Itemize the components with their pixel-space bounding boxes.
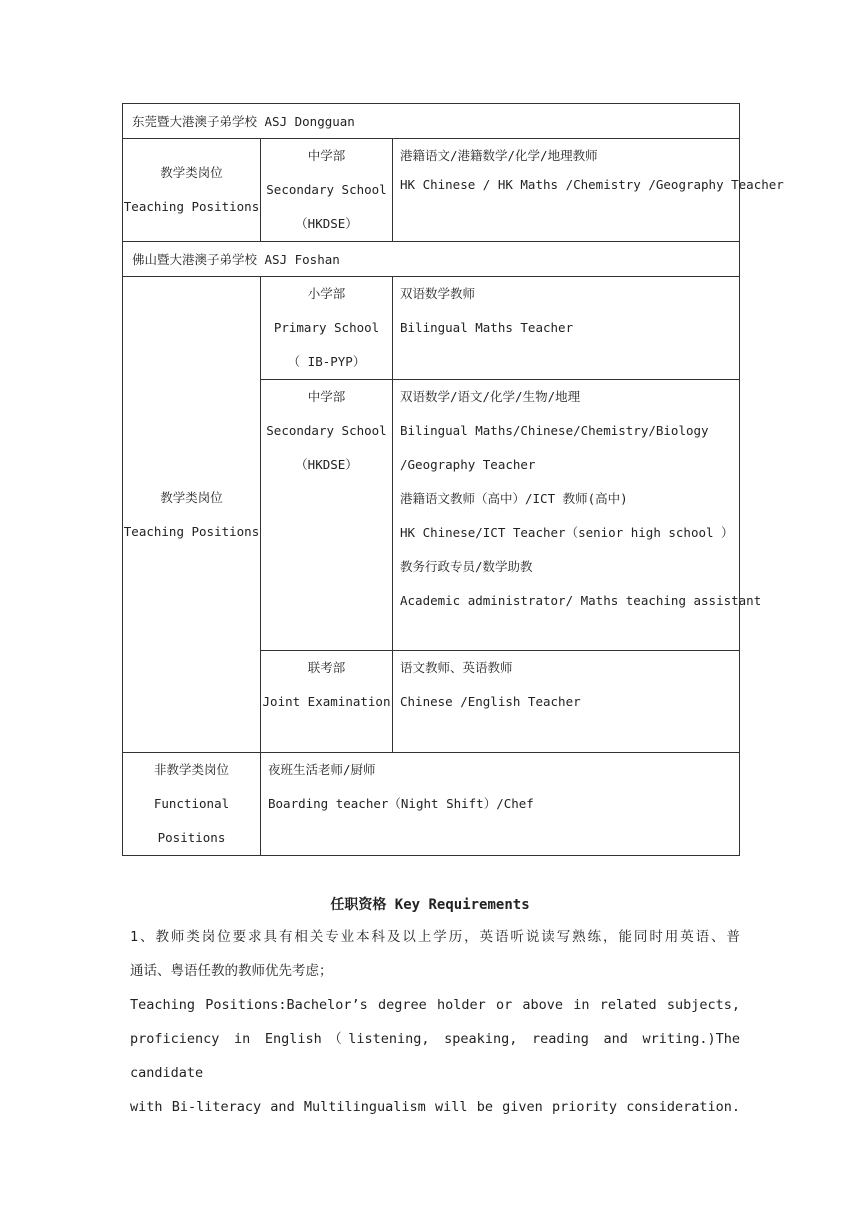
requirements-title: 任职资格 Key Requirements [330,897,530,913]
category-cn: 教学类岗位 [160,165,223,180]
requirement-text: proficiency in English（listening, speaking, reading and writing.)The candidate [130,1031,740,1081]
category-cell [123,753,261,856]
category-en: Positions [157,830,226,845]
position-line: Bilingual Maths Teacher [400,320,574,335]
position-line: 教务行政专员/数学助教 [400,559,533,574]
table-row [123,753,740,856]
table-row [123,139,740,242]
table-row [123,242,740,277]
positions-cell [393,139,784,242]
dept-cn: 中学部 [307,148,346,163]
positions-cell [393,277,740,380]
dept-curriculum: （HKDSE） [295,216,358,231]
position-line: 夜班生活老师/厨师 [268,762,376,777]
position-line: 双语数学/语文/化学/生物/地理 [400,389,581,404]
requirement-text: 1、教师类岗位要求具有相关专业本科及以上学历，英语听说读写熟练，能同时用英语、普 [130,929,740,945]
requirement-text: 通话、粤语任教的教师优先考虑； [130,963,333,979]
positions-table [122,103,784,856]
positions-cell [393,651,740,753]
position-line: 港籍语文/港籍数学/化学/地理教师 [400,148,598,163]
category-en: Teaching Positions [123,523,260,539]
category-cn: 非教学类岗位 [153,762,229,777]
dept-cn: 联考部 [307,660,346,675]
positions-cell [393,380,762,651]
category-en: Functional [153,796,230,811]
position-line: 双语数学教师 [400,286,476,301]
department-cell [261,277,393,380]
category-cell [123,277,261,753]
department-cell [261,380,393,651]
school-header-foshan: 佛山暨大港澳子弟学校 ASJ Foshan [123,242,740,277]
table-row [123,277,740,380]
category-cell [123,139,261,242]
dept-cn: 小学部 [307,286,346,301]
position-line: Chinese /English Teacher [400,694,581,709]
dept-en: Joint Examination [262,694,391,709]
dept-cn: 中学部 [307,389,346,404]
dept-curriculum: （HKDSE） [295,457,358,472]
position-line: Bilingual Maths/Chinese/Chemistry/Biology [400,423,709,438]
requirement-text: with Bi-literacy and Multilingualism will be given priority consideration. [130,1099,740,1115]
department-cell [261,139,393,242]
dept-en: Secondary School [266,423,387,438]
position-line: /Geography Teacher [400,457,536,472]
category-en: Teaching Positions [123,199,260,214]
position-line: HK Chinese/ICT Teacher（senior high school ） [400,525,734,540]
school-header-dongguan: 东莞暨大港澳子弟学校 ASJ Dongguan [123,104,740,139]
position-line: 语文教师、英语教师 [400,660,513,675]
table-row [123,104,740,139]
position-line: HK Chinese / HK Maths /Chemistry /Geography Teacher [400,177,784,192]
dept-en: Primary School [273,320,380,335]
requirements-body [130,920,740,1124]
department-cell [261,651,393,753]
position-line: Academic administrator/ Maths teaching assistant [400,593,762,608]
positions-cell [261,753,740,856]
requirement-text: Teaching Positions:Bachelor’s degree holder or above in related subjects, [130,997,740,1013]
dept-en: Secondary School [266,182,387,197]
dept-curriculum: （ IB-PYP） [287,354,366,369]
position-line: 港籍语文教师（高中）/ICT 教师(高中) [400,491,628,506]
category-cn: 教学类岗位 [160,489,223,505]
position-line: Boarding teacher（Night Shift）/Chef [268,796,534,811]
